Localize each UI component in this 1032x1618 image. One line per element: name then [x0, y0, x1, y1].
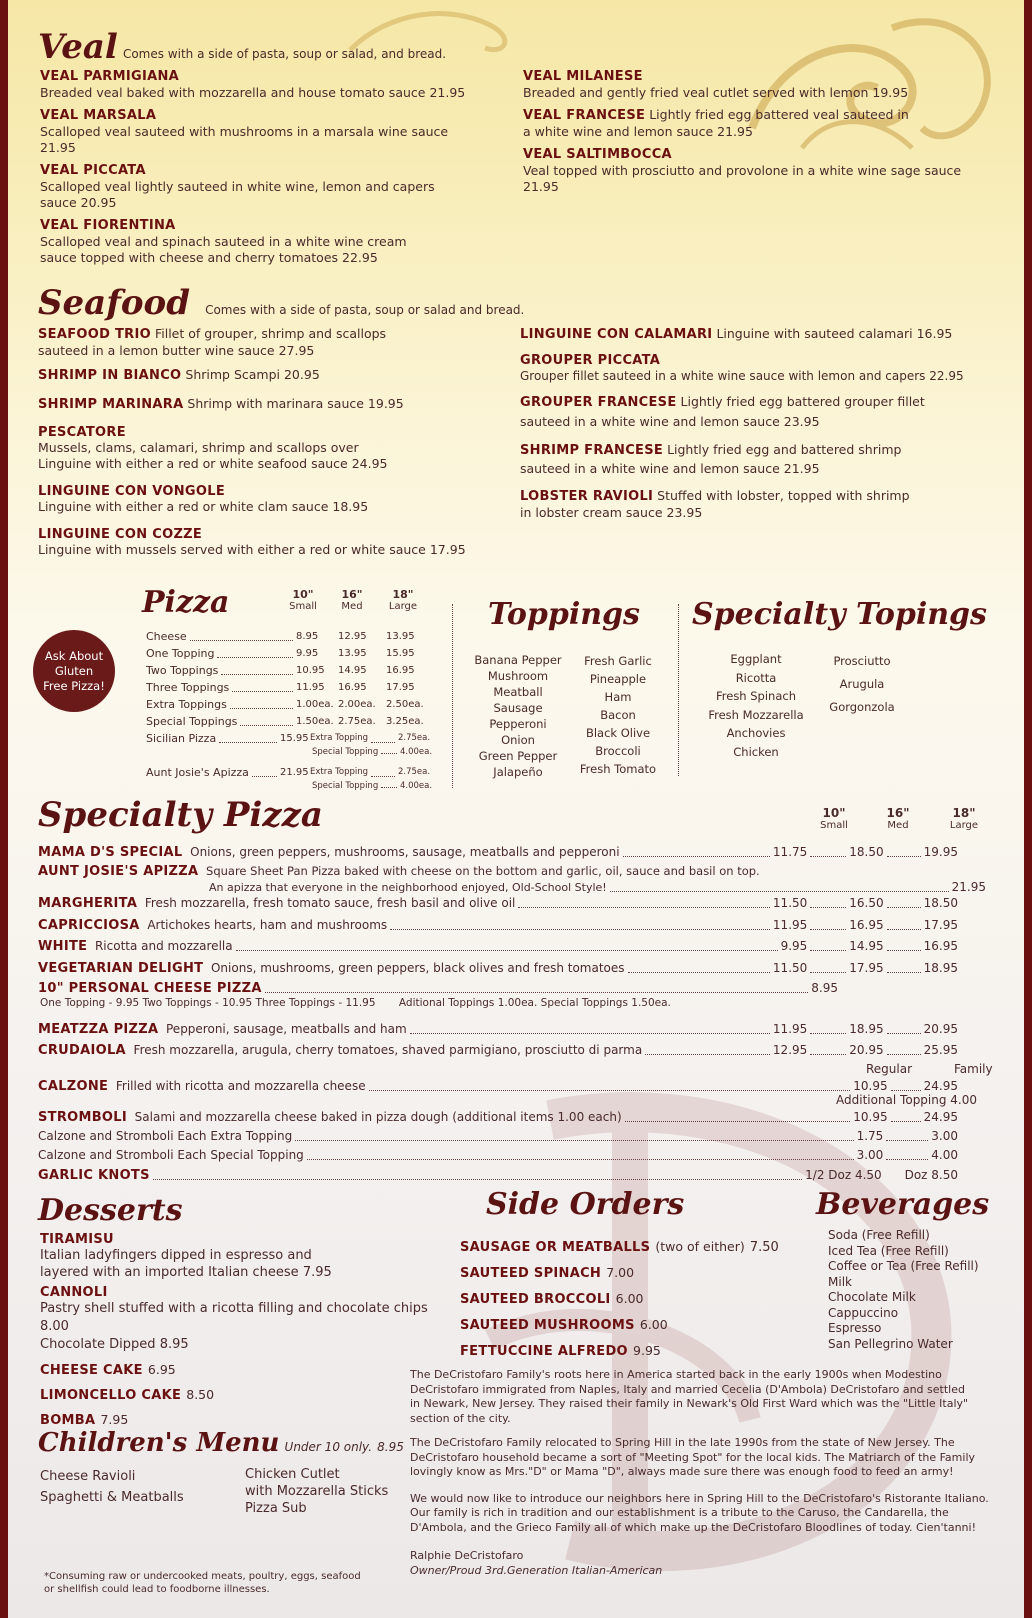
desserts-title: Desserts: [38, 1193, 183, 1228]
left-border: [0, 0, 8, 1618]
menu-item: BOMBA 7.95: [40, 1412, 129, 1428]
personal-pizza-note: One Topping - 9.95 Two Toppings - 10.95 Three Toppings - 11.95 Aditional Toppings 1.00ea. Special Toppings 1.50ea.: [40, 997, 671, 1009]
menu-item: GROUPER FRANCESE Lightly fried egg battered grouper fillet sauteed in a white wine and lemon sauce 23.95: [520, 394, 925, 429]
specialty-topping-item: Gorgonzola: [829, 700, 895, 714]
childrens-item: Chicken Cutlet: [245, 1467, 340, 1482]
beverage-item: Chocolate Milk: [828, 1290, 916, 1304]
seafood-right-column: [520, 326, 1000, 521]
beverages-list: [828, 1228, 979, 1352]
topping-item: Ham: [604, 690, 632, 704]
specialty-toppings-title: Specialty Topings: [692, 597, 987, 632]
pizza-row-sicilian-special: Special Topping 4.00ea.: [312, 747, 433, 757]
menu-item: VEAL PICCATA Scalloped veal lightly sauteed in white wine, lemon and capers sauce 20.95: [40, 163, 435, 210]
menu-item: GROUPER PICCATA Grouper fillet sauteed in a white wine sauce with lemon and capers 22.95: [520, 353, 964, 383]
toppings-list: [470, 652, 670, 780]
menu-item: LOBSTER RAVIOLI Stuffed with lobster, topped with shrimp in lobster cream sauce 23.95: [520, 488, 910, 520]
pizza-row: Extra Toppings 1.00ea. 2.00ea. 2.50ea.: [146, 698, 424, 711]
menu-item: SHRIMP IN BIANCO Shrimp Scampi 20.95: [38, 367, 320, 383]
specialty-pizza-row: An apizza that everyone in the neighborhood enjoyed, Old-School Style! 21.95: [209, 880, 986, 894]
desserts-list: [40, 1232, 440, 1432]
beverage-item: Iced Tea (Free Refill): [828, 1243, 949, 1258]
childrens-list-1: [40, 1466, 184, 1508]
childrens-item: Cheese Ravioli: [40, 1469, 136, 1484]
topping-item: Black Olive: [585, 726, 651, 740]
menu-item: LINGUINE CON COZZE Linguine with mussels served with either a red or white sauce 17.95: [38, 527, 466, 557]
divider: [452, 604, 453, 788]
side-orders-list: [460, 1234, 820, 1364]
specialty-size-headers: 10" Small 16" Med 18" Large: [820, 806, 979, 831]
topping-item: Sausage: [493, 701, 543, 715]
specialty-pizza-row: MAMA D'S SPECIAL Onions, green peppers, mushrooms, sausage, meatballs and pepperoni 11.75 18.50 19.95: [38, 845, 958, 860]
seafood-note: Comes with a side of pasta, soup or salad and bread.: [205, 303, 525, 317]
menu-item: VEAL FRANCESE Lightly fried egg battered veal sauteed in a white wine and lemon sauce 21.95: [523, 107, 909, 139]
menu-item: SEAFOOD TRIO Fillet of grouper, shrimp and scallops sauteed in a lemon butter wine sauce 27.95: [38, 326, 387, 358]
menu-item: LINGUINE CON CALAMARI Linguine with sauteed calamari 16.95: [520, 326, 953, 342]
topping-item: Meatball: [493, 685, 543, 699]
specialty-topping-item: Fresh Mozzarella: [708, 707, 804, 722]
childrens-header: Children's Menu Under 10 only. 8.95: [38, 1428, 404, 1458]
beverage-item: San Pellegrino Water: [828, 1336, 953, 1351]
pizza-price-table: [146, 628, 433, 792]
pizza-row: Special Toppings 1.50ea. 2.75ea. 3.25ea.: [146, 715, 424, 728]
extra-topping-row: Calzone and Stromboli Each Extra Topping 1.75 3.00: [38, 1129, 958, 1143]
menu-item: SAUTEED SPINACH 7.00: [460, 1265, 635, 1281]
pizza-row-sicilian: Sicilian Pizza 15.95 Extra Topping 2.75ea.: [146, 732, 431, 745]
specialty-topping-item: Arugula: [839, 677, 885, 691]
menu-item: SAUTEED BROCCOLI 6.00: [460, 1291, 644, 1307]
seafood-left-column: [38, 326, 478, 558]
specialty-pizza-row: WHITE Ricotta and mozzarella 9.95 14.95 16.95: [38, 939, 958, 954]
menu-item: SAUSAGE OR MEATBALLS (two of either) 7.50: [460, 1239, 779, 1255]
menu-item: LINGUINE CON VONGOLE Linguine with either a red or white clam sauce 18.95: [38, 484, 369, 514]
menu-item: SAUTEED MUSHROOMS 6.00: [460, 1317, 668, 1333]
beverages-title: Beverages: [816, 1187, 990, 1222]
pizza-row: Two Toppings 10.95 14.95 16.95: [146, 664, 415, 677]
topping-item: Fresh Garlic: [584, 654, 652, 668]
veal-left-column: [40, 68, 480, 266]
topping-item: Broccoli: [595, 744, 641, 758]
specialty-pizza-row: AUNT JOSIE'S APIZZA Square Sheet Pan Pizza baked with cheese on the bottom and garlic, oil, sauce and basil on top.: [38, 864, 760, 879]
beverage-item: Milk: [828, 1274, 852, 1289]
menu-item: CHEESE CAKE 6.95: [40, 1362, 176, 1378]
beverage-item: Coffee or Tea (Free Refill): [828, 1259, 979, 1273]
regular-label: Regular: [866, 1062, 913, 1076]
signature-title: Owner/Proud 3rd.Generation Italian-American: [410, 1563, 663, 1577]
menu-item: LIMONCELLO CAKE 8.50: [40, 1387, 215, 1403]
additional-topping: Additional Topping 4.00: [836, 1093, 978, 1107]
specialty-pizza-row: CRUDAIOLA Fresh mozzarella, arugula, cherry tomatoes, shaved parmigiano, prosciutto di parma 12.95 20.95 25.95: [38, 1043, 958, 1058]
garlic-knots-row: GARLIC KNOTS 1/2 Doz 4.50 Doz 8.50: [38, 1168, 958, 1183]
side-orders-title: Side Orders: [486, 1187, 685, 1222]
topping-item: Banana Pepper: [474, 653, 562, 667]
signature: Ralphie DeCristofaro: [410, 1549, 524, 1562]
menu-item: TIRAMISU Italian ladyfingers dipped in espresso and layered with an imported Italian cheese 7.95: [40, 1232, 332, 1280]
menu-item: PESCATORE Mussels, clams, calamari, shrimp and scallops over Linguine with either a red or white seafood sauce 24.95: [38, 425, 388, 471]
topping-item: Onion: [501, 733, 535, 747]
specialty-topping-item: Anchovies: [726, 726, 786, 740]
family-story: The DeCristofaro Family's roots here in America started back in the early 1900s when Modestino DeCristofaro immigrated from Naples, Italy and married Cecelia (D'Ambola) DeCristofaro and settled in Newark, New Jersey. They raised their family in Newark's Old First Ward which was the "Little Italy" section of the city. The DeCristofaro Family relocated to Spring Hill in the late 1990s from the state of New Jersey. The DeCristofaro household became a sort of "Meeting Spot" for the local kids. The Matriarch of the Family lovingly know as Mrs."D" or Mama "D", always made sure there was enough food to feed an army! We would now like to introduce our neighbors here in Spring Hill to the DeCristofaro's Ristorante Italiano. Our family is rich in tradition and our establishment is a tribute to the Caruso, the Candarella, the D'Ambola, and the Grieco Family all of which make up the DeCristofaro Bloodlines of today. Cien'tanni! Ralphie DeCristofaro Owner/Proud 3rd.Generation Italian-American: [410, 1368, 1000, 1578]
pizza-title: Pizza: [142, 585, 230, 620]
specialty-pizza-row: 10" PERSONAL CHEESE PIZZA 8.95: [38, 981, 838, 996]
stromboli-row: STROMBOLI Salami and mozzarella cheese baked in pizza dough (additional items 1.00 each) 10.95 24.95: [38, 1110, 958, 1125]
childrens-item: Pizza Sub: [245, 1501, 307, 1516]
childrens-item: Spaghetti & Meatballs: [40, 1490, 184, 1505]
menu-item: VEAL FIORENTINA Scalloped veal and spinach sauteed in a white wine cream sauce topped with cheese and cherry tomatoes 22.95: [40, 218, 407, 265]
topping-item: Pineapple: [589, 672, 647, 686]
menu-item: VEAL MARSALA Scalloped veal sauteed with mushrooms in a marsala wine sauce 21.95: [40, 108, 449, 155]
beverage-item: Soda (Free Refill): [828, 1228, 930, 1242]
toppings-title: Toppings: [488, 597, 640, 632]
menu-item: SHRIMP FRANCESE Lightly fried egg and battered shrimp sauteed in a white wine and lemon sauce 21.95: [520, 442, 902, 476]
topping-item: Mushroom: [487, 669, 549, 683]
topping-item: Pepperoni: [489, 717, 547, 731]
menu-item: SHRIMP MARINARA Shrimp with marinara sauce 19.95: [38, 396, 404, 412]
veal-header: [38, 28, 446, 66]
menu-item: CANNOLI Pastry shell stuffed with a ricotta filling and chocolate chips 8.00 Chocolate Dipped 8.95: [40, 1285, 428, 1352]
topping-item: Bacon: [600, 708, 636, 722]
topping-item: Jalapeño: [493, 765, 543, 779]
pizza-row: Cheese 8.95 12.95 13.95: [146, 630, 415, 643]
specialty-pizza-row: MEATZZA PIZZA Pepperoni, sausage, meatballs and ham 11.95 18.95 20.95: [38, 1022, 958, 1037]
specialty-toppings-list: [700, 650, 940, 761]
seafood-header: [38, 284, 524, 322]
childrens-item: with Mozzarella Sticks: [245, 1484, 389, 1499]
veal-title: Veal: [38, 27, 118, 67]
menu-item: VEAL PARMIGIANA Breaded veal baked with mozzarella and house tomato sauce 21.95: [40, 69, 466, 100]
specialty-topping-item: Prosciutto: [833, 654, 891, 668]
pizza-row-apizza: Aunt Josie's Apizza 21.95 Extra Topping 2.75ea.: [146, 766, 431, 779]
specialty-topping-item: Chicken: [733, 744, 779, 759]
beverage-item: Cappuccino: [828, 1305, 899, 1320]
special-topping-row: Calzone and Stromboli Each Special Topping 3.00 4.00: [38, 1148, 958, 1162]
specialty-pizza-row: VEGETARIAN DELIGHT Onions, mushrooms, green peppers, black olives and fresh tomatoes 11.50 17.95 18.95: [38, 961, 958, 976]
veal-right-column: [523, 68, 993, 195]
specialty-topping-item: Ricotta: [735, 670, 777, 685]
specialty-pizza-row: MARGHERITA Fresh mozzarella, fresh tomato sauce, fresh basil and olive oil 11.50 16.50 18.50: [38, 896, 958, 911]
topping-item: Fresh Tomato: [579, 762, 657, 776]
family-label: Family: [954, 1062, 993, 1076]
veal-note: Comes with a side of pasta, soup or salad, and bread.: [122, 47, 447, 61]
right-border: [1024, 0, 1032, 1618]
menu-item: VEAL SALTIMBOCCA Veal topped with prosciutto and provolone in a white wine sage sauce 21.95: [523, 147, 962, 194]
calzone-row: CALZONE Frilled with ricotta and mozzarella cheese 10.95 24.95: [38, 1079, 958, 1094]
menu-item: VEAL MILANESE Breaded and gently fried veal cutlet served with lemon 19.95: [523, 69, 909, 100]
topping-item: Green Pepper: [478, 749, 558, 763]
pizza-row: One Topping 9.95 13.95 15.95: [146, 647, 415, 660]
pizza-row: Three Toppings 11.95 16.95 17.95: [146, 681, 415, 694]
pizza-row-apizza-special: Special Topping 4.00ea.: [312, 781, 433, 791]
childrens-list-2: [245, 1466, 388, 1517]
specialty-pizza-title: Specialty Pizza: [38, 795, 323, 835]
disclaimer: *Consuming raw or undercooked meats, poultry, eggs, seafood or shellfish could lead to foodborne illnesses.: [44, 1571, 361, 1595]
menu-item: FETTUCCINE ALFREDO 9.95: [460, 1343, 661, 1359]
divider: [678, 604, 679, 776]
pizza-size-headers: 10" Small 16" Med 18" Large: [289, 588, 418, 612]
gluten-free-badge: Ask About Gluten Free Pizza!: [33, 630, 115, 712]
seafood-title: Seafood: [38, 283, 190, 323]
specialty-pizza-row: CAPRICCIOSA Artichokes hearts, ham and mushrooms 11.95 16.95 17.95: [38, 918, 958, 933]
specialty-topping-item: Fresh Spinach: [715, 689, 796, 703]
specialty-topping-item: Eggplant: [730, 652, 782, 666]
beverage-item: Espresso: [828, 1321, 882, 1335]
